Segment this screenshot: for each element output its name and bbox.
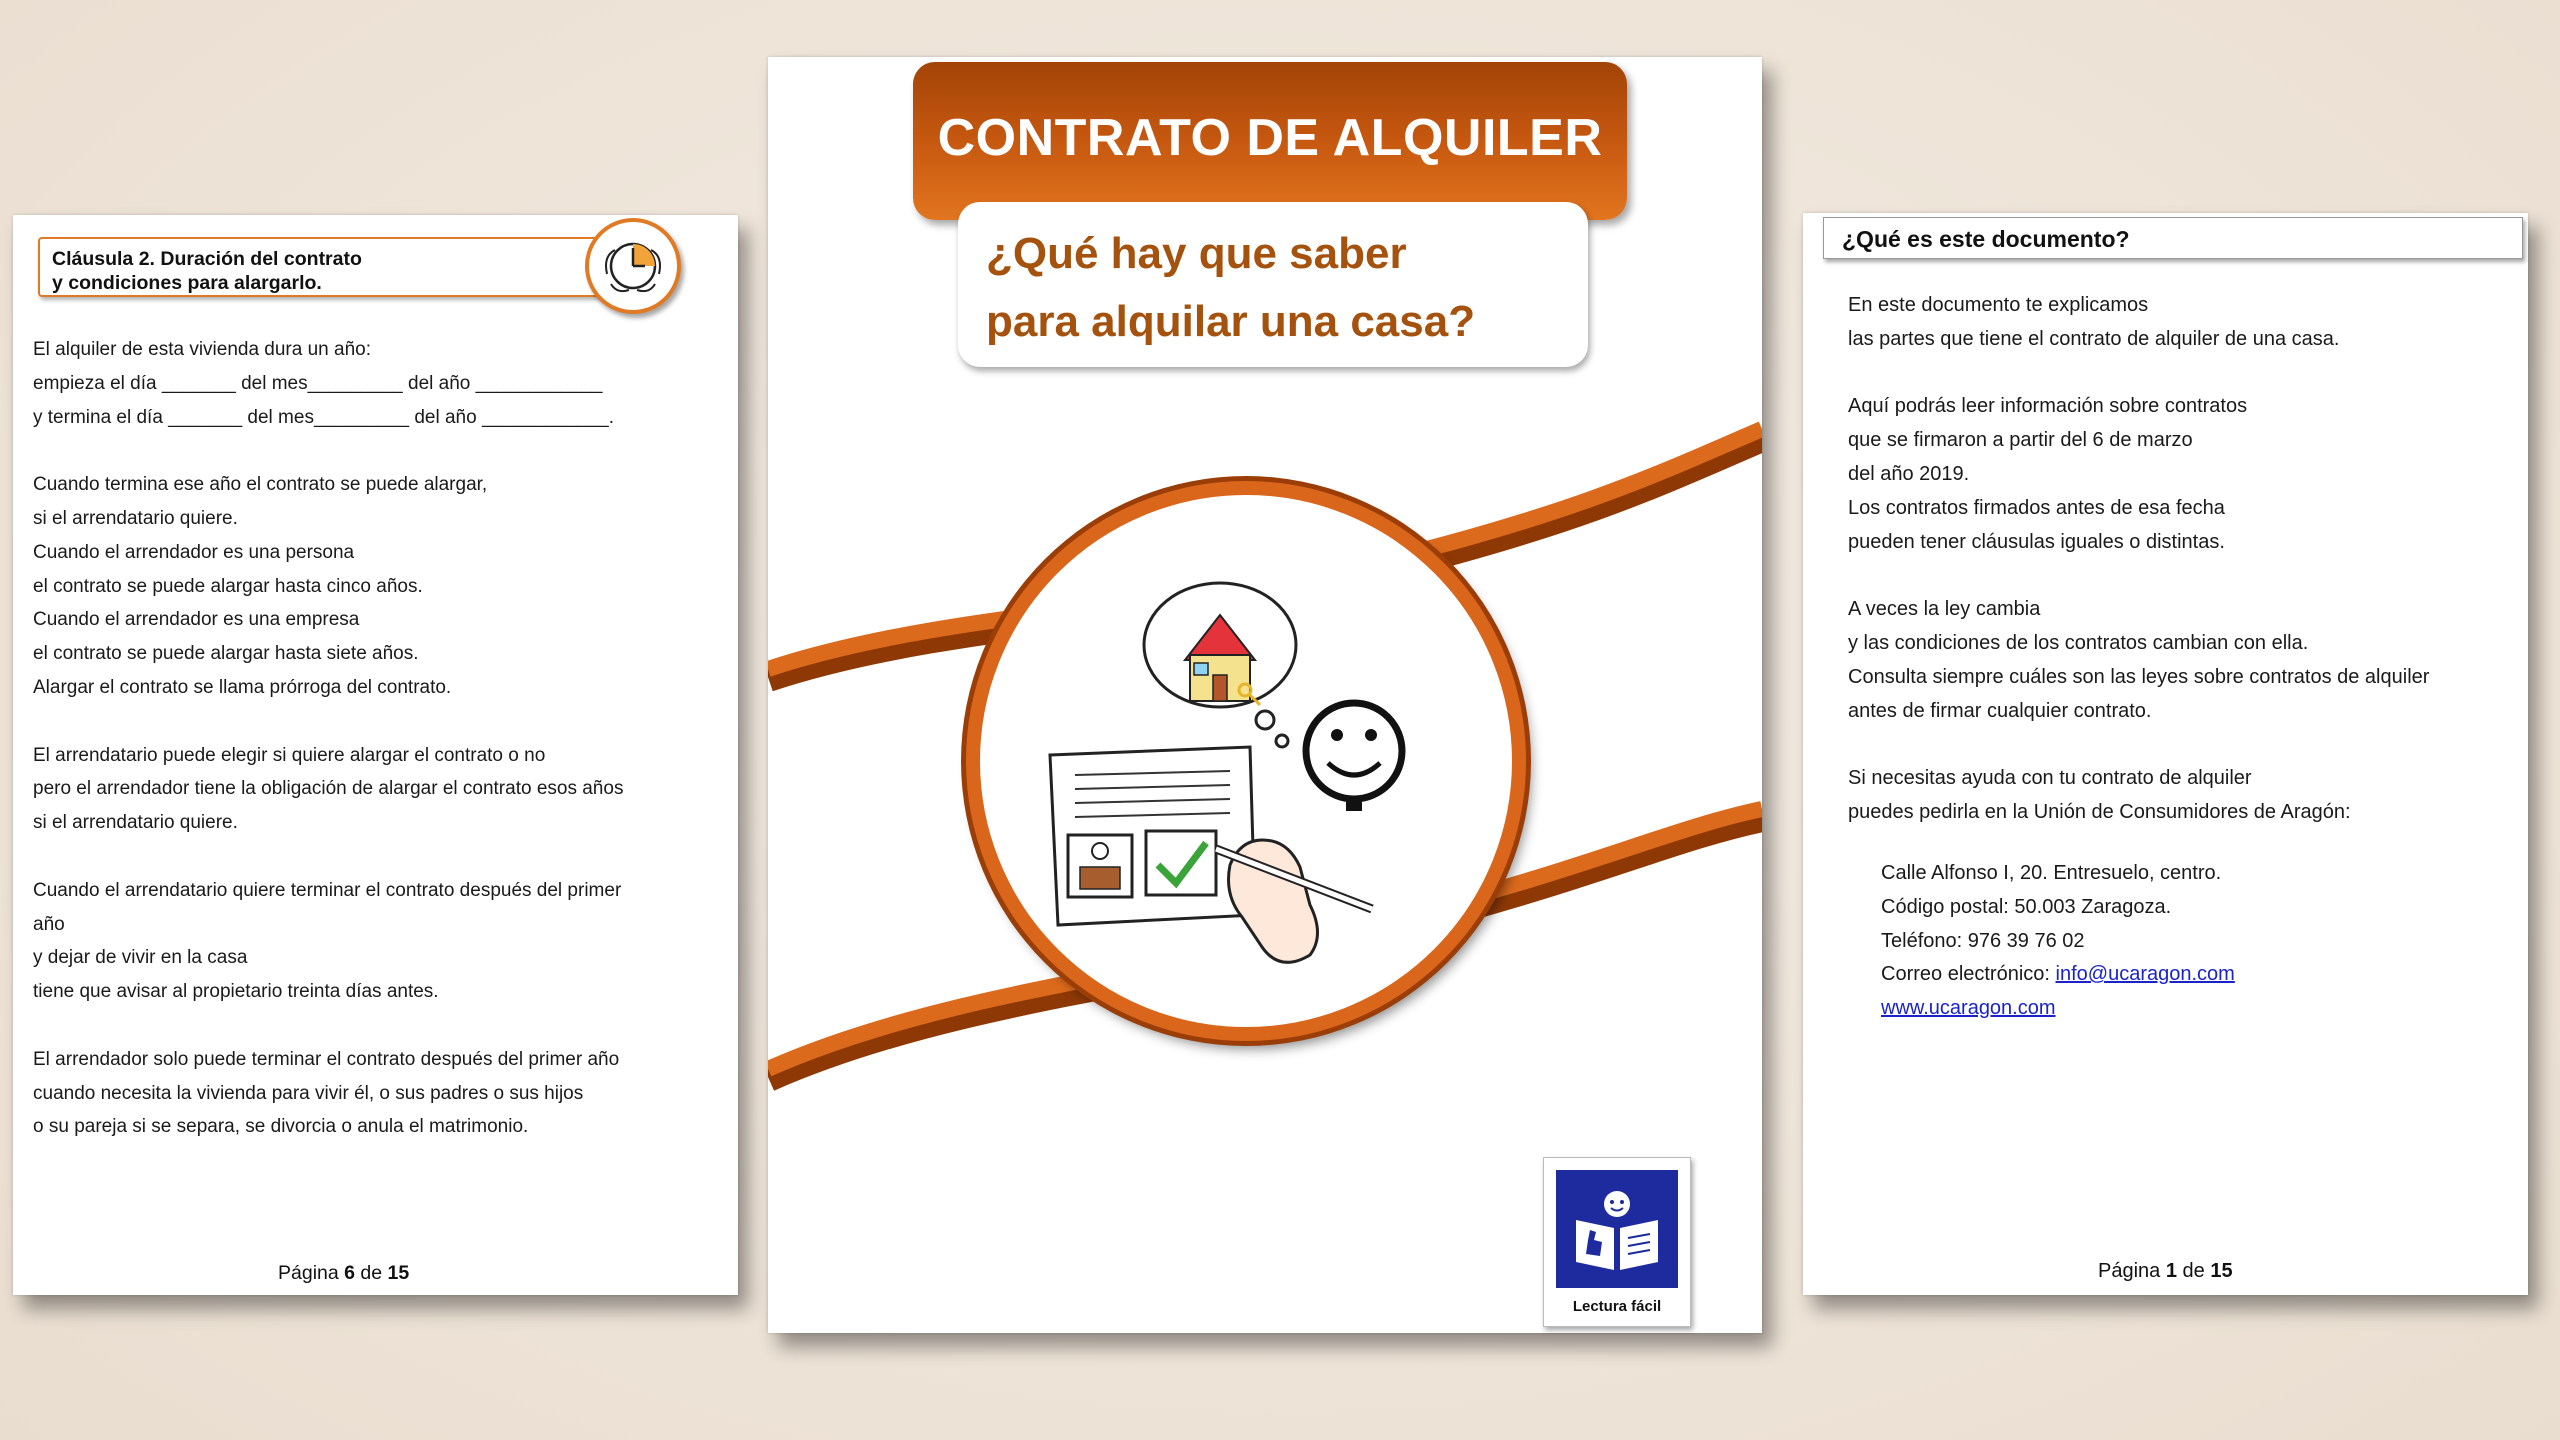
text-line: cuando necesita la vivienda para vivir él, o sus padres o sus hijos [33,1082,584,1104]
clock-icon [585,218,681,314]
cover-title: CONTRATO DE ALQUILER [937,109,1603,167]
signing-contract-icon [980,495,1512,1027]
clause-title-line1: Cláusula 2. Duración del contrato [52,248,362,270]
document-question-heading: ¿Qué es este documento? [1823,217,2523,259]
cover-title-bar [913,62,1627,220]
text-line: Alargar el contrato se llama prórroga del contrato. [33,676,452,698]
text-line: las partes que tiene el contrato de alquiler de una casa. [1848,327,2340,350]
easy-read-logo-icon [1556,1170,1678,1288]
text-line: empieza el día _______ del mes_________ del año ____________ [33,372,603,394]
text-line [33,705,713,739]
email-line: Correo electrónico: info@ucaragon.com [1881,963,2235,986]
text-line: El arrendador solo puede terminar el contrato después del primer año [33,1048,620,1070]
text-line: Cuando el arrendador es una persona [33,541,355,563]
text-line: puedes pedirla en la Unión de Consumidores de Aragón: [1848,800,2351,823]
text-line: En este documento te explicamos [1848,294,2149,316]
text-line: Si necesitas ayuda con tu contrato de alquiler [1848,767,2252,790]
text-line: y termina el día _______ del mes_________ del año ____________. [33,406,615,428]
clause-title-line2: y condiciones para alargarlo. [52,272,322,294]
text-line: si el arrendatario quiere. [33,812,238,834]
text-line: o su pareja si se separa, se divorcia o anula el matrimonio. [33,1116,529,1138]
text-line: pero el arrendador tiene la obligación de alargar el contrato esos años [33,778,624,800]
text-line: y dejar de vivir en la casa [33,947,248,969]
cover-page [768,57,1762,1333]
phone-line: Teléfono: 976 39 76 02 [1881,929,2085,952]
text-line: el contrato se puede alargar hasta cinco años. [33,575,423,597]
email-link[interactable]: info@ucaragon.com [2055,963,2235,986]
text-line: pueden tener cláusulas iguales o distintas. [1848,530,2225,553]
text-line [33,840,713,874]
text-line: que se firmaron a partir del 6 de marzo [1848,429,2193,452]
text-line: El alquiler de esta vivienda dura un año: [33,339,372,360]
clause-body-text [33,333,713,1144]
left-document-page [13,215,738,1295]
text-line: si el arrendatario quiere. [33,507,238,529]
text-line: A veces la ley cambia [1848,598,2041,621]
text-line [33,1009,713,1043]
text-line [1848,728,2518,762]
lectura-facil-label: Lectura fácil [1572,1298,1662,1315]
text-line: el contrato se puede alargar hasta siete años. [33,643,419,665]
postal-line: Código postal: 50.003 Zaragoza. [1881,895,2172,918]
text-line [1848,357,2518,391]
lectura-facil-badge [1543,1157,1691,1327]
text-line: Cuando el arrendatario quiere terminar el contrato después del primer [33,879,622,901]
text-line: Los contratos firmados antes de esa fecha [1848,496,2225,519]
text-line: tiene que avisar al propietario treinta días antes. [33,981,439,1003]
website-link[interactable]: www.ucaragon.com [1881,997,2056,1020]
text-line: y las condiciones de los contratos cambian con ella. [1848,631,2309,654]
text-line: Consulta siempre cuáles son las leyes sobre contratos de alquiler [1848,665,2430,688]
cover-subtitle-box [958,202,1588,367]
cover-subtitle-line2: para alquilar una casa? [986,297,1476,346]
text-line: año [33,913,65,935]
text-line: Cuando el arrendador es una empresa [33,609,360,631]
page-number: Página 6 de 15 [278,1262,410,1284]
cover-subtitle-line1: ¿Qué hay que saber [986,229,1407,278]
contact-address-block [1881,857,2235,1026]
text-line: El arrendatario puede elegir si quiere alargar el contrato o no [33,744,546,766]
text-line: del año 2019. [1848,462,1970,485]
text-line [33,434,713,468]
text-line: Aquí podrás leer información sobre contratos [1848,395,2248,418]
page-number: Página 1 de 15 [2098,1260,2233,1282]
text-line: Cuando termina ese año el contrato se puede alargar, [33,474,488,496]
intro-body-text [1848,289,2518,830]
address-line: Calle Alfonso I, 20. Entresuelo, centro. [1881,862,2222,884]
clause-heading-box [38,237,653,297]
right-document-page [1803,213,2528,1295]
text-line: antes de firmar cualquier contrato. [1848,699,2152,722]
text-line [1848,559,2518,593]
contract-illustration-circle [966,481,1526,1041]
